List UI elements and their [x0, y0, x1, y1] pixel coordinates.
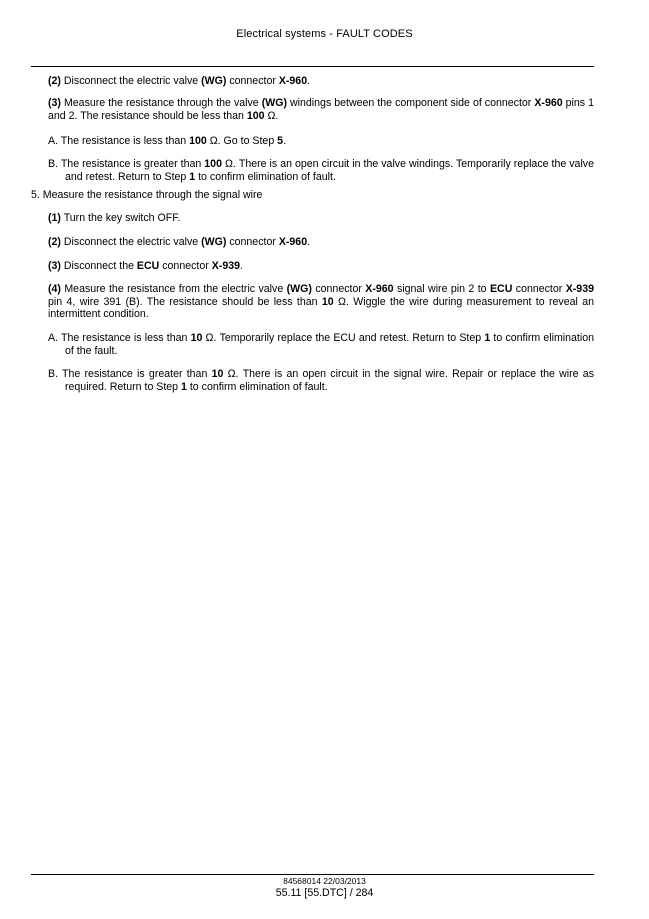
option-a-less-than-10: A. The resistance is less than 10 Ω. Temporarily replace the ECU and retest. Return to Step 1 to confirm elimination of the fault. [48, 332, 594, 357]
bold-term: 1 [189, 170, 196, 183]
bold-term: (3) [48, 97, 61, 109]
bold-term: (1) [48, 212, 61, 224]
bold-term: X-960 [278, 236, 308, 248]
substep-1-key-off: (1) Turn the key switch OFF. [48, 212, 181, 224]
bold-term: (2) [48, 236, 61, 248]
footer-rule [31, 874, 594, 875]
page-header-title: Electrical systems - FAULT CODES [236, 28, 413, 40]
substep-2-disconnect-valve: (2) Disconnect the electric valve (WG) connector X-960. [48, 236, 311, 248]
bold-term: X-960 [534, 97, 563, 109]
bold-term: (3) [48, 260, 61, 272]
bold-term: 1 [484, 332, 491, 344]
option-b-greater-than-100: B. The resistance is greater than 100 Ω. There is an open circuit in the valve windings. Temporarily replace the valve and retest. Return to Step 1 to confirm elimination of fault. [48, 158, 594, 183]
substep-2-disconnect-valve: (2) Disconnect the electric valve (WG) connector X-960. [48, 75, 311, 87]
footer-doc-id: 84568014 22/03/2013 [283, 876, 366, 886]
bold-term: (WG) [286, 283, 312, 295]
bold-term: 1 [181, 380, 187, 393]
bold-term: X-960 [365, 283, 394, 295]
bold-term: ECU [136, 260, 160, 272]
footer-page-number: 55.11 [55.DTC] / 284 [275, 887, 374, 899]
bold-term: (2) [48, 75, 61, 87]
bold-term: 10 [321, 295, 334, 308]
bold-term: 100 [204, 158, 222, 170]
bold-term: (WG) [201, 75, 227, 87]
bold-term: (WG) [261, 97, 287, 109]
substep-3-measure-windings: (3) Measure the resistance through the valve (WG) windings between the component side of connector X-960 pins 1 and 2. The resistance should be less than 100 Ω. [48, 97, 595, 122]
bold-term: 100 [189, 135, 207, 147]
bold-term: X-960 [278, 75, 308, 87]
substep-3-disconnect-ecu: (3) Disconnect the ECU connector X-939. [48, 260, 243, 272]
option-a-less-than-100: A. The resistance is less than 100 Ω. Go to Step 5. [48, 135, 287, 147]
option-b-greater-than-10: B. The resistance is greater than 10 Ω. There is an open circuit in the signal wire. Repair or replace the wire as required. Return to Step 1 to confirm elimination of fault. [48, 368, 594, 393]
header-rule [31, 66, 594, 67]
bold-term: X-939 [211, 260, 240, 272]
bold-term: 10 [190, 332, 203, 344]
bold-term: 100 [246, 109, 265, 122]
bold-term: ECU [489, 283, 513, 295]
bold-term: (WG) [201, 236, 227, 248]
bold-term: 5 [277, 135, 284, 147]
bold-term: 10 [211, 368, 224, 380]
bold-term: X-939 [565, 283, 594, 295]
step-5-heading: 5. Measure the resistance through the signal wire [31, 189, 263, 201]
substep-4-measure-signal-wire: (4) Measure the resistance from the electric valve (WG) connector X-960 signal wire pin 2 to ECU connector X-939 pin 4, wire 391 (B). The resistance should be less than 10 Ω. Wiggle the wire during measurement to reveal an intermittent condition. [48, 283, 594, 321]
bold-term: (4) [48, 283, 61, 295]
